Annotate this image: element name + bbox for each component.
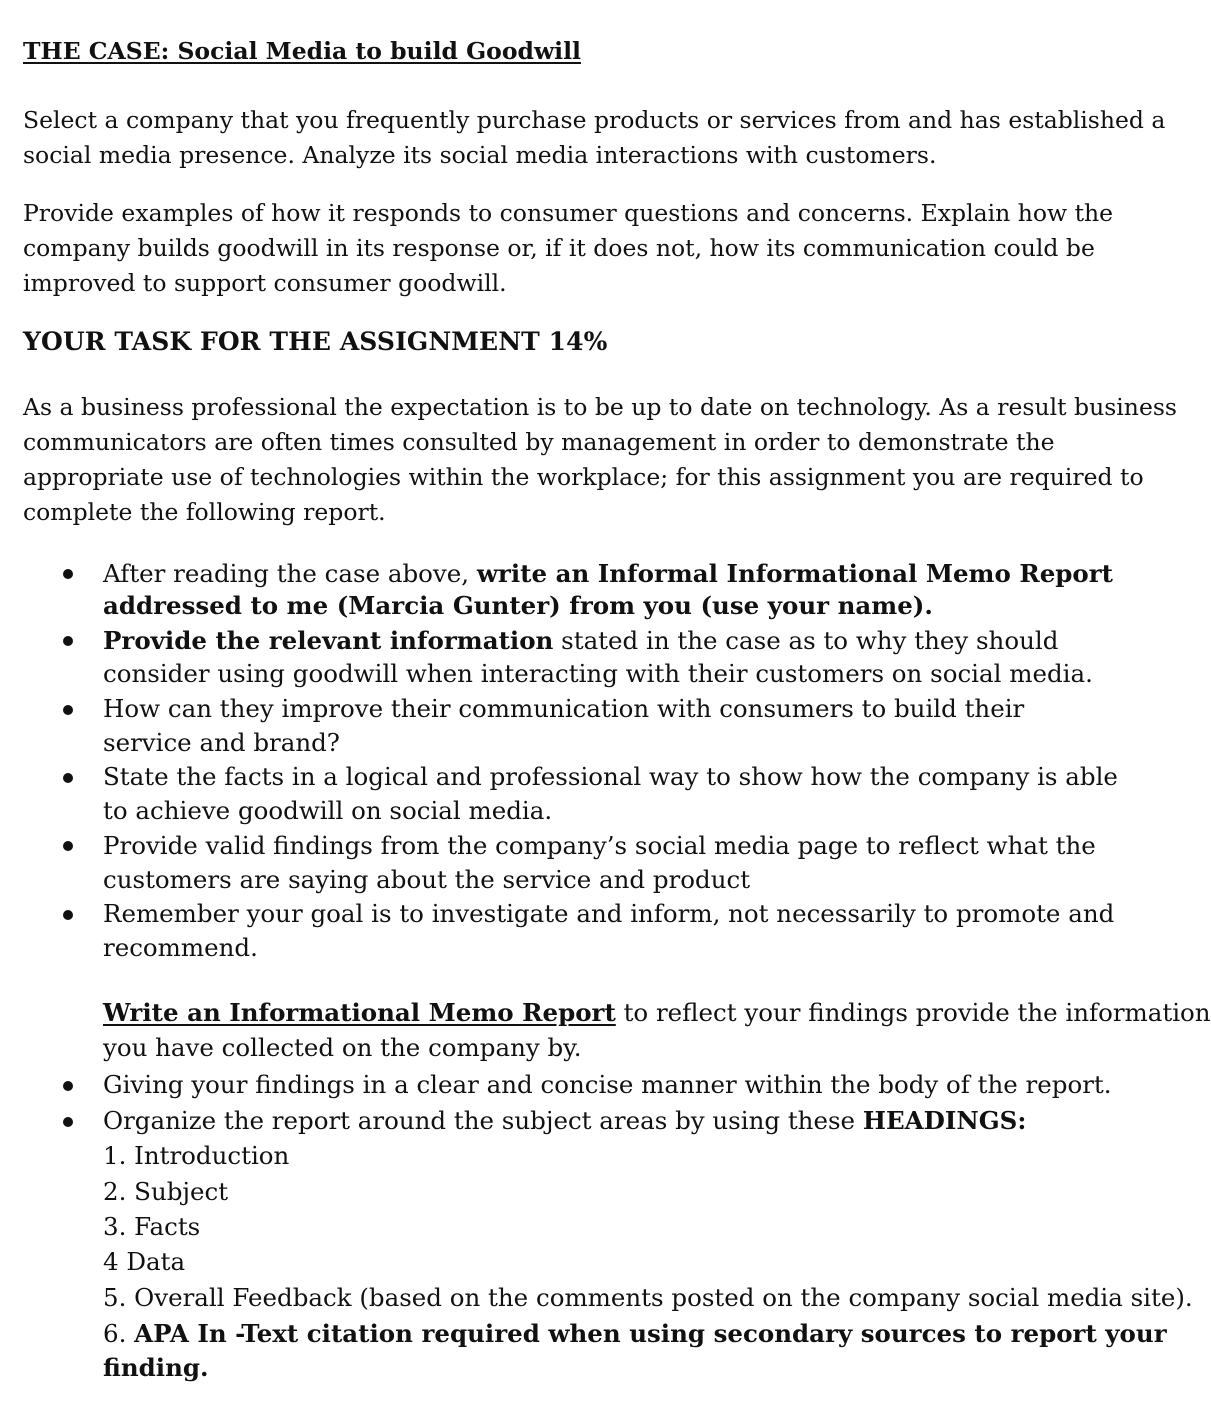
write-section-line1 [103, 998, 1211, 1028]
intro-para2-line2: company builds goodwill in its response or, if it does not, how its communication could be [23, 234, 1095, 262]
intro-para2-line1: Provide examples of how it responds to consumer questions and concerns. Explain how the [23, 199, 1114, 227]
heading-item-6 [103, 1319, 1167, 1349]
intro-para2-line3: improved to support consumer goodwill. [23, 269, 507, 297]
write-section-line2: you have collected on the company by. [103, 1033, 582, 1062]
heading-item-5: 5. Overall Feedback (based on the comments posted on the company social media site). [103, 1283, 1193, 1312]
bullet1-pre: After reading the case above, [103, 559, 477, 588]
task-para-line1: As a business professional the expectation is to be up to date on technology. As a result business [23, 393, 1177, 421]
bullet2-line2: consider using goodwill when interacting with their customers on social media. [103, 659, 1093, 688]
intro-para1-line2: social media presence. Analyze its social media interactions with customers. [23, 141, 937, 169]
bullet3-line1: How can they improve their communication with consumers to build their [103, 694, 1025, 723]
bullet4-line1: State the facts in a logical and professional way to show how the company is able [103, 762, 1118, 791]
bullet-dot [63, 569, 73, 579]
write-memo-report-link: Write an Informational Memo Report [103, 998, 616, 1027]
bullet5-line1: Provide valid findings from the company’s social media page to reflect what the [103, 831, 1096, 860]
bullet-dot [63, 1117, 73, 1127]
write-bullet2-pre: Organize the report around the subject areas by using these [103, 1106, 863, 1135]
bullet1-line1 [103, 559, 1113, 589]
task-para-line4: complete the following report. [23, 498, 386, 526]
heading-item-2: 2. Subject [103, 1177, 229, 1206]
write-section-rest: to reflect your findings provide the information [615, 998, 1211, 1027]
bullet1-line2: addressed to me (Marcia Gunter) from you (use your name). [103, 591, 933, 620]
bullet-dot [63, 910, 73, 920]
write-bullet2 [103, 1106, 1026, 1136]
bullet-dot [63, 773, 73, 783]
bullet6-line2: recommend. [103, 933, 258, 962]
task-para-line3: appropriate use of technologies within the workplace; for this assignment you are required to [23, 463, 1144, 491]
bullet-dot [63, 1081, 73, 1091]
heading-item-6-line2: finding. [103, 1353, 209, 1382]
bullet1-bold: write an Informal Informational Memo Report [476, 559, 1113, 588]
write-bullet1: Giving your findings in a clear and concise manner within the body of the report. [103, 1070, 1112, 1099]
bullet4-line2: to achieve goodwill on social media. [103, 796, 553, 825]
heading-item-1: 1. Introduction [103, 1141, 290, 1170]
bullet-dot [63, 636, 73, 646]
heading-item-3: 3. Facts [103, 1212, 201, 1241]
bullet2-rest: stated in the case as to why they should [553, 626, 1059, 655]
case-title: THE CASE: Social Media to build Goodwill [23, 37, 581, 65]
heading-item-6-num: 6. [103, 1319, 135, 1348]
bullet-dot [63, 705, 73, 715]
intro-para1-line1: Select a company that you frequently purchase products or services from and has established a [23, 106, 1166, 134]
heading-item-4: 4 Data [103, 1247, 186, 1276]
bullet3-line2: service and brand? [103, 728, 340, 757]
bullet2-bold: Provide the relevant information [103, 626, 554, 655]
bullet6-line1: Remember your goal is to investigate and inform, not necessarily to promote and [103, 899, 1115, 928]
bullet5-line2: customers are saying about the service and product [103, 865, 751, 894]
task-para-line2: communicators are often times consulted by management in order to demonstrate the [23, 428, 1055, 456]
bullet-dot [63, 841, 73, 851]
write-bullet2-bold: HEADINGS: [862, 1106, 1027, 1135]
task-heading: YOUR TASK FOR THE ASSIGNMENT 14% [23, 327, 608, 356]
heading-item-6-bold: APA In -Text citation required when using secondary sources to report your [134, 1319, 1167, 1348]
bullet2-line1 [103, 626, 1058, 656]
